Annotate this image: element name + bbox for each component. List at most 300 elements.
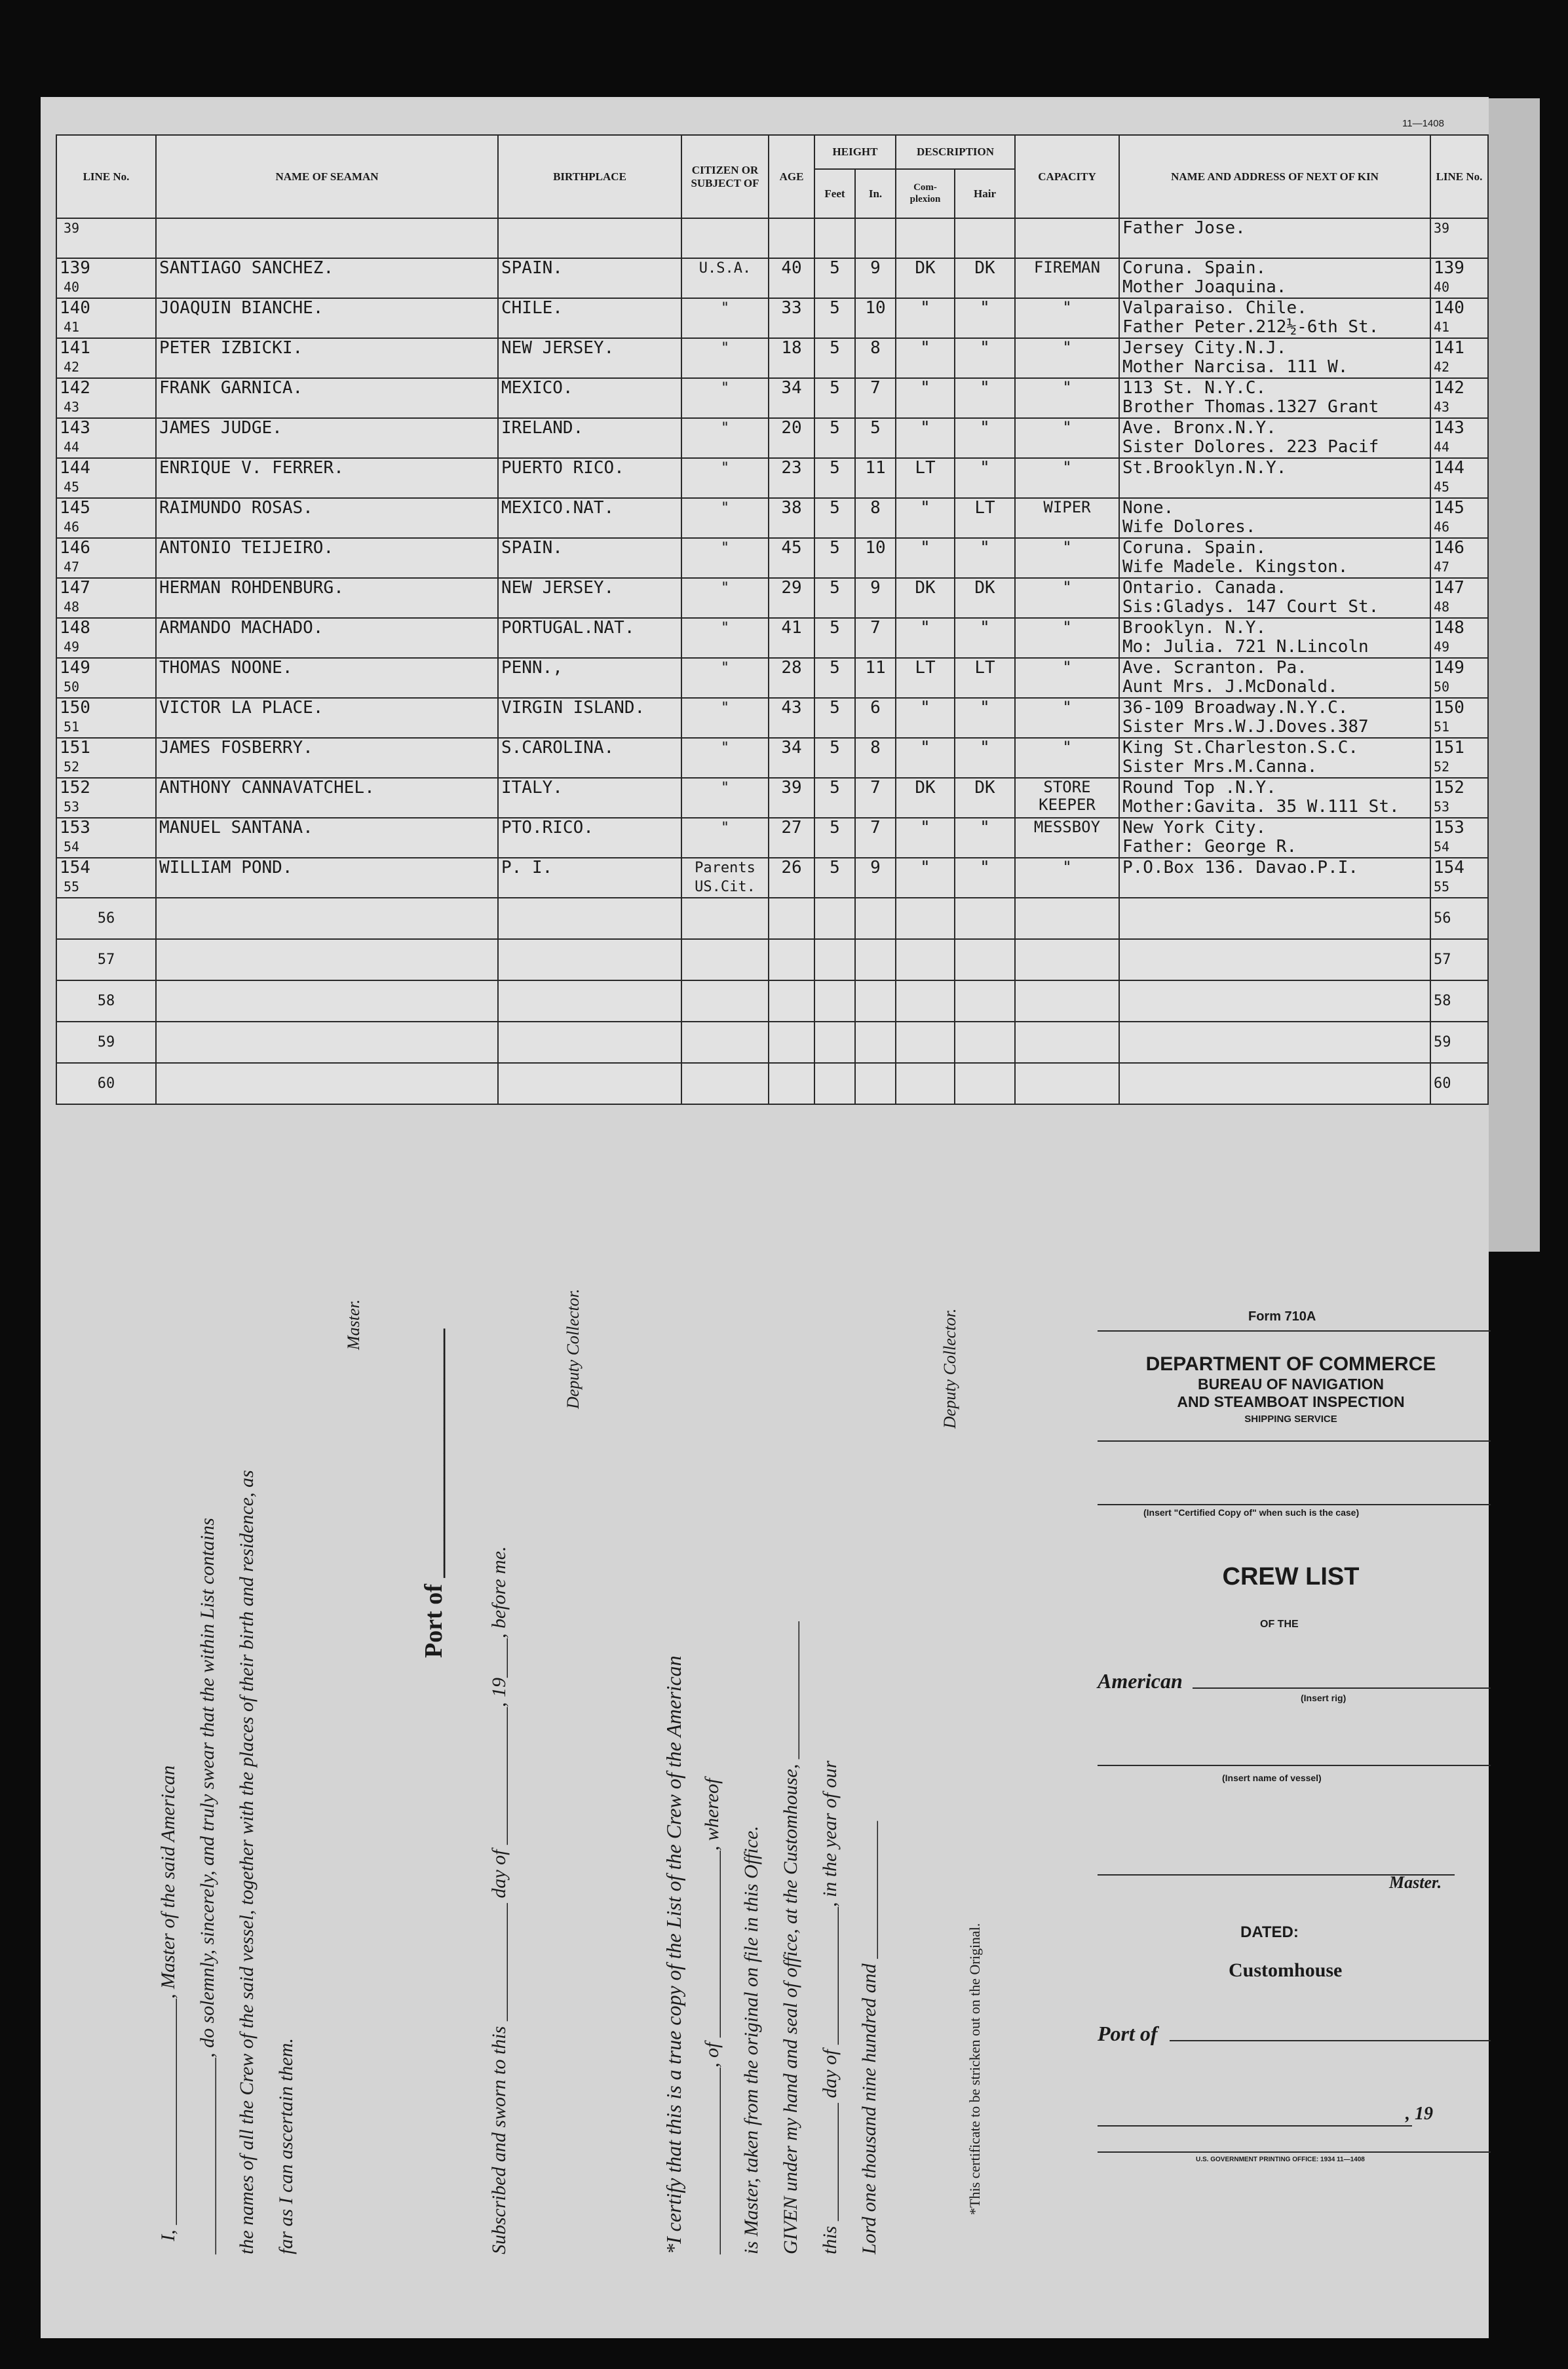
- empty-cell: [955, 1063, 1015, 1104]
- line-number-right: 143 44: [1430, 418, 1488, 458]
- next-of-kin: [1119, 218, 1430, 258]
- line-number-right: 144 45: [1430, 458, 1488, 498]
- oath-line-1: I, _______________________, Master of the said American: [157, 1765, 179, 2241]
- blank-row: [56, 1063, 1488, 1104]
- crew-list-title: CREW LIST: [1222, 1563, 1360, 1590]
- line-number: 57: [56, 939, 156, 980]
- hair: ": [955, 618, 1015, 658]
- height-inches: 9: [855, 258, 896, 298]
- empty-cell: [769, 980, 814, 1022]
- height-feet: 5: [814, 338, 855, 378]
- empty-cell: [498, 980, 681, 1022]
- seaman-name: ANTONIO TEIJEIRO.: [156, 538, 498, 578]
- customhouse-label: Customhouse: [1229, 1959, 1343, 1981]
- height-feet: 5: [814, 418, 855, 458]
- hair: ": [955, 738, 1015, 778]
- height-feet: 5: [814, 778, 855, 818]
- seaman-name: JAMES FOSBERRY.: [156, 738, 498, 778]
- height-inches: 8: [855, 338, 896, 378]
- oath-line-4: far as I can ascertain them.: [275, 2038, 297, 2254]
- seaman-name: PETER IZBICKI.: [156, 338, 498, 378]
- empty-cell: [681, 1063, 769, 1104]
- empty-cell: [156, 1063, 498, 1104]
- kin-line-2: Wife Madele. Kingston.: [1122, 557, 1348, 577]
- citizenship: ": [681, 778, 769, 818]
- complexion: ": [896, 858, 955, 898]
- kin-line-1: Ontario. Canada.: [1122, 578, 1287, 598]
- line-number: 145 46: [56, 498, 156, 538]
- hair: DK: [955, 578, 1015, 618]
- empty-cell: [814, 939, 855, 980]
- header-hair: Hair: [955, 169, 1015, 218]
- capacity: ": [1015, 418, 1119, 458]
- complexion: ": [896, 738, 955, 778]
- kin-line-2: Aunt Mrs. J.McDonald.: [1122, 677, 1338, 697]
- age: 43: [769, 698, 814, 738]
- table-row: [56, 538, 1488, 578]
- height-feet: [814, 218, 855, 258]
- height-inches: 9: [855, 858, 896, 898]
- line-number: 140 41: [56, 298, 156, 338]
- next-of-kin: [1119, 658, 1430, 698]
- capacity: WIPER: [1015, 498, 1119, 538]
- height-feet: 5: [814, 818, 855, 858]
- empty-cell: [498, 1063, 681, 1104]
- line-number-right: 140 41: [1430, 298, 1488, 338]
- empty-cell: [955, 898, 1015, 939]
- printing-office: U.S. GOVERNMENT PRINTING OFFICE: 1934 11—1408: [1196, 2156, 1365, 2163]
- header-age: AGE: [769, 135, 814, 218]
- hair: ": [955, 818, 1015, 858]
- rule: [1098, 1440, 1491, 1442]
- complexion: DK: [896, 578, 955, 618]
- complexion: [896, 218, 955, 258]
- insert-vessel-note: (Insert name of vessel): [1222, 1773, 1322, 1783]
- line-number-right: 153 54: [1430, 818, 1488, 858]
- empty-cell: [498, 1022, 681, 1063]
- kin-line-1: Brooklyn. N.Y.: [1122, 618, 1267, 638]
- height-feet: 5: [814, 858, 855, 898]
- hair: ": [955, 418, 1015, 458]
- table-row: [56, 658, 1488, 698]
- certified-copy-line: [1098, 1504, 1491, 1505]
- kin-line-1: Jersey City.N.J.: [1122, 338, 1287, 358]
- kin-line-1: Valparaiso. Chile.: [1122, 298, 1307, 318]
- header-complexion: Com-plexion: [896, 169, 955, 218]
- table-row: [56, 858, 1488, 898]
- form-stamp: 11—1408: [1402, 118, 1444, 129]
- header-line-no: LINE No.: [56, 135, 156, 218]
- form-number: Form 710A: [1248, 1309, 1316, 1324]
- header-capacity: CAPACITY: [1015, 135, 1119, 218]
- empty-cell: [896, 1022, 955, 1063]
- port-of-label: Port of: [1098, 2022, 1158, 2045]
- next-of-kin: [1119, 418, 1430, 458]
- kin-line-2: Sis:Gladys. 147 Court St.: [1122, 597, 1379, 617]
- complexion: ": [896, 618, 955, 658]
- empty-cell: [681, 1022, 769, 1063]
- table-row: [56, 338, 1488, 378]
- empty-cell: [1015, 1063, 1119, 1104]
- height-feet: 5: [814, 258, 855, 298]
- height-feet: 5: [814, 618, 855, 658]
- citizenship: Parents US.Cit.: [681, 858, 769, 898]
- cert-line-2: ___________________, of ___________________, whereof: [701, 1778, 723, 2254]
- citizenship: ": [681, 498, 769, 538]
- age: 40: [769, 258, 814, 298]
- empty-cell: [896, 1063, 955, 1104]
- height-inches: 9: [855, 578, 896, 618]
- table-row: [56, 778, 1488, 818]
- seaman-name: ANTHONY CANNAVATCHEL.: [156, 778, 498, 818]
- hair: LT: [955, 658, 1015, 698]
- next-of-kin: [1119, 738, 1430, 778]
- next-of-kin: [1119, 578, 1430, 618]
- line-number-right: 39: [1430, 218, 1488, 258]
- kin-line-2: Father Jose.: [1122, 218, 1246, 238]
- citizenship: ": [681, 698, 769, 738]
- height-feet: 5: [814, 458, 855, 498]
- line-number: 58: [56, 980, 156, 1022]
- empty-cell: [769, 898, 814, 939]
- seaman-name: JAMES JUDGE.: [156, 418, 498, 458]
- kin-line-2: Sister Mrs.W.J.Doves.387: [1122, 717, 1369, 737]
- cert-line-5: this ____________ day of ______________, in the year of our: [819, 1760, 841, 2254]
- table-row: [56, 418, 1488, 458]
- capacity: ": [1015, 298, 1119, 338]
- age: 28: [769, 658, 814, 698]
- height-inches: 6: [855, 698, 896, 738]
- empty-cell: [1119, 1022, 1430, 1063]
- birthplace: PTO.RICO.: [498, 818, 681, 858]
- birthplace: SPAIN.: [498, 538, 681, 578]
- header-height: HEIGHT: [814, 135, 896, 169]
- complexion: ": [896, 298, 955, 338]
- birthplace: MEXICO.: [498, 378, 681, 418]
- line-number: 148 49: [56, 618, 156, 658]
- line-number-right: 139 40: [1430, 258, 1488, 298]
- table-row: [56, 218, 1488, 258]
- line-number-right: 148 49: [1430, 618, 1488, 658]
- year-label: , 19: [1405, 2104, 1433, 2124]
- empty-cell: [855, 939, 896, 980]
- capacity: ": [1015, 618, 1119, 658]
- birthplace: PUERTO RICO.: [498, 458, 681, 498]
- empty-cell: [156, 1022, 498, 1063]
- empty-cell: [896, 898, 955, 939]
- line-number-right: 142 43: [1430, 378, 1488, 418]
- capacity: ": [1015, 378, 1119, 418]
- citizenship: ": [681, 618, 769, 658]
- table-row: [56, 698, 1488, 738]
- capacity: ": [1015, 698, 1119, 738]
- height-feet: 5: [814, 378, 855, 418]
- line-number: 147 48: [56, 578, 156, 618]
- next-of-kin: [1119, 298, 1430, 338]
- complexion: ": [896, 818, 955, 858]
- empty-cell: [955, 1022, 1015, 1063]
- hair: ": [955, 858, 1015, 898]
- hair: ": [955, 698, 1015, 738]
- height-feet: 5: [814, 578, 855, 618]
- age: 27: [769, 818, 814, 858]
- next-of-kin: [1119, 258, 1430, 298]
- crew-table: [56, 134, 1489, 1105]
- age: 45: [769, 538, 814, 578]
- height-feet: 5: [814, 698, 855, 738]
- birthplace: MEXICO.NAT.: [498, 498, 681, 538]
- empty-cell: [1119, 939, 1430, 980]
- blank-row: [56, 939, 1488, 980]
- capacity: MESSBOY: [1015, 818, 1119, 858]
- header-citizen: CITIZEN OR SUBJECT OF: [681, 135, 769, 218]
- age: 26: [769, 858, 814, 898]
- complexion: ": [896, 698, 955, 738]
- empty-cell: [769, 939, 814, 980]
- next-of-kin: [1119, 778, 1430, 818]
- height-inches: 8: [855, 738, 896, 778]
- line-number-right: 149 50: [1430, 658, 1488, 698]
- capacity: ": [1015, 338, 1119, 378]
- cert-line-4: GIVEN under my hand and seal of office, at the Customhouse, ______________: [780, 1621, 801, 2254]
- kin-line-2: Mother Narcisa. 111 W.: [1122, 357, 1348, 377]
- citizenship: ": [681, 658, 769, 698]
- birthplace: [498, 218, 681, 258]
- empty-cell: [681, 898, 769, 939]
- kin-line-2: Brother Thomas.1327 Grant: [1122, 397, 1379, 417]
- header-line-no-right: LINE No.: [1430, 135, 1488, 218]
- line-number-right: 141 42: [1430, 338, 1488, 378]
- oath-sworn: Subscribed and sworn to this ____________ day of ______________, 19____, before me.: [488, 1546, 510, 2254]
- next-of-kin: [1119, 458, 1430, 498]
- line-number: 154 55: [56, 858, 156, 898]
- seaman-name: RAIMUNDO ROSAS.: [156, 498, 498, 538]
- oath-port: Port of ____________________: [420, 1328, 448, 1658]
- empty-cell: [814, 1063, 855, 1104]
- empty-cell: [156, 939, 498, 980]
- line-number-right: 147 48: [1430, 578, 1488, 618]
- empty-cell: [769, 1063, 814, 1104]
- line-number-right: 59: [1430, 1022, 1488, 1063]
- empty-cell: [855, 898, 896, 939]
- empty-cell: [156, 980, 498, 1022]
- header-name: NAME OF SEAMAN: [156, 135, 498, 218]
- birthplace: ITALY.: [498, 778, 681, 818]
- line-number: 39: [56, 218, 156, 258]
- capacity: ": [1015, 858, 1119, 898]
- kin-line-2: Mo: Julia. 721 N.Lincoln: [1122, 637, 1369, 657]
- height-inches: 10: [855, 298, 896, 338]
- height-inches: [855, 218, 896, 258]
- next-of-kin: [1119, 698, 1430, 738]
- kin-line-1: 36-109 Broadway.N.Y.C.: [1122, 698, 1348, 718]
- table-row: [56, 578, 1488, 618]
- cert-line-3: is Master, taken from the original on file in this Office.: [740, 1826, 762, 2254]
- kin-line-1: P.O.Box 136. Davao.P.I.: [1122, 858, 1359, 877]
- kin-line-1: 113 St. N.Y.C.: [1122, 378, 1267, 398]
- line-number-right: 60: [1430, 1063, 1488, 1104]
- line-number-right: 146 47: [1430, 538, 1488, 578]
- age: 39: [769, 778, 814, 818]
- kin-line-1: New York City.: [1122, 818, 1267, 838]
- kin-line-1: None.: [1122, 498, 1174, 518]
- seaman-name: ARMANDO MACHADO.: [156, 618, 498, 658]
- empty-cell: [814, 898, 855, 939]
- seaman-name: FRANK GARNICA.: [156, 378, 498, 418]
- header-kin: NAME AND ADDRESS OF NEXT OF KIN: [1119, 135, 1430, 218]
- table-row: [56, 258, 1488, 298]
- header-description: DESCRIPTION: [896, 135, 1015, 169]
- line-number-right: 154 55: [1430, 858, 1488, 898]
- age: 18: [769, 338, 814, 378]
- height-feet: 5: [814, 658, 855, 698]
- hair: ": [955, 338, 1015, 378]
- line-number-right: 151 52: [1430, 738, 1488, 778]
- header-feet: Feet: [814, 169, 855, 218]
- kin-line-2: Father: George R.: [1122, 837, 1297, 857]
- bureau-line-2: AND STEAMBOAT INSPECTION: [1177, 1393, 1405, 1410]
- birthplace: CHILE.: [498, 298, 681, 338]
- capacity: ": [1015, 658, 1119, 698]
- empty-cell: [1119, 1063, 1430, 1104]
- oath-master: Master.: [344, 1299, 363, 1350]
- kin-line-1: St.Brooklyn.N.Y.: [1122, 458, 1287, 478]
- empty-cell: [681, 939, 769, 980]
- citizenship: ": [681, 458, 769, 498]
- rule: [1098, 1330, 1491, 1332]
- height-feet: 5: [814, 538, 855, 578]
- capacity: ": [1015, 458, 1119, 498]
- height-feet: 5: [814, 298, 855, 338]
- blank-row: [56, 1022, 1488, 1063]
- bureau-line-1: BUREAU OF NAVIGATION: [1197, 1376, 1385, 1393]
- blank-row: [56, 898, 1488, 939]
- vessel-line: [1098, 1765, 1491, 1766]
- kin-line-2: Mother Joaquina.: [1122, 277, 1287, 297]
- rule: [1098, 2151, 1491, 2153]
- kin-line-2: Sister Mrs.M.Canna.: [1122, 757, 1318, 777]
- height-feet: 5: [814, 738, 855, 778]
- empty-cell: [156, 898, 498, 939]
- empty-cell: [955, 980, 1015, 1022]
- line-number: 150 51: [56, 698, 156, 738]
- seaman-name: [156, 218, 498, 258]
- capacity: ": [1015, 578, 1119, 618]
- shipping-service: SHIPPING SERVICE: [1244, 1414, 1337, 1425]
- empty-cell: [1119, 898, 1430, 939]
- birthplace: VIRGIN ISLAND.: [498, 698, 681, 738]
- line-number-right: 150 51: [1430, 698, 1488, 738]
- hair: [955, 218, 1015, 258]
- seaman-name: VICTOR LA PLACE.: [156, 698, 498, 738]
- next-of-kin: [1119, 618, 1430, 658]
- next-of-kin: [1119, 858, 1430, 898]
- age: 38: [769, 498, 814, 538]
- height-inches: 7: [855, 778, 896, 818]
- complexion: ": [896, 538, 955, 578]
- insert-rig-note: (Insert rig): [1301, 1693, 1347, 1703]
- line-number: 152 53: [56, 778, 156, 818]
- line-number-right: 57: [1430, 939, 1488, 980]
- complexion: LT: [896, 658, 955, 698]
- kin-line-2: Mother:Gavita. 35 W.111 St.: [1122, 797, 1400, 817]
- hair: DK: [955, 778, 1015, 818]
- hair: ": [955, 378, 1015, 418]
- american-label: American: [1098, 1669, 1183, 1693]
- empty-cell: [769, 1022, 814, 1063]
- age: 29: [769, 578, 814, 618]
- oath-deputy: Deputy Collector.: [564, 1288, 583, 1409]
- age: 33: [769, 298, 814, 338]
- kin-line-1: Round Top .N.Y.: [1122, 778, 1276, 798]
- line-number: 142 43: [56, 378, 156, 418]
- date-line: [1098, 2125, 1412, 2127]
- citizenship: ": [681, 418, 769, 458]
- height-feet: 5: [814, 498, 855, 538]
- table-row: [56, 378, 1488, 418]
- insert-cert-note: (Insert "Certified Copy of" when such is the case): [1143, 1507, 1360, 1518]
- height-inches: 7: [855, 618, 896, 658]
- empty-cell: [814, 980, 855, 1022]
- cert-line-1: *I certify that this is a true copy of the List of the Crew of the American: [662, 1655, 685, 2254]
- master-label: Master.: [1389, 1873, 1442, 1892]
- empty-cell: [1015, 980, 1119, 1022]
- empty-cell: [896, 980, 955, 1022]
- empty-cell: [681, 980, 769, 1022]
- height-inches: 11: [855, 658, 896, 698]
- table-row: [56, 618, 1488, 658]
- rig-line: [1193, 1687, 1491, 1689]
- capacity: FIREMAN: [1015, 258, 1119, 298]
- capacity: [1015, 218, 1119, 258]
- empty-cell: [855, 1063, 896, 1104]
- kin-line-2: Father Peter.212½-6th St.: [1122, 317, 1379, 337]
- department-block: [1094, 1353, 1487, 1425]
- empty-cell: [1015, 898, 1119, 939]
- complexion: ": [896, 338, 955, 378]
- age: 34: [769, 378, 814, 418]
- citizenship: ": [681, 298, 769, 338]
- birthplace: SPAIN.: [498, 258, 681, 298]
- birthplace: S.CAROLINA.: [498, 738, 681, 778]
- height-inches: 11: [855, 458, 896, 498]
- complexion: DK: [896, 778, 955, 818]
- citizenship: ": [681, 818, 769, 858]
- citizenship: ": [681, 538, 769, 578]
- cert-line-6: Lord one thousand nine hundred and ______________: [858, 1820, 880, 2254]
- seaman-name: SANTIAGO SANCHEZ.: [156, 258, 498, 298]
- birthplace: PORTUGAL.NAT.: [498, 618, 681, 658]
- kin-line-1: Ave. Scranton. Pa.: [1122, 658, 1307, 678]
- line-number: 144 45: [56, 458, 156, 498]
- age: 41: [769, 618, 814, 658]
- next-of-kin: [1119, 818, 1430, 858]
- line-number: 56: [56, 898, 156, 939]
- dated-label: DATED:: [1240, 1923, 1299, 1941]
- seaman-name: THOMAS NOONE.: [156, 658, 498, 698]
- line-number: 146 47: [56, 538, 156, 578]
- oath-line-2: ____________________, do solemnly, sincerely, and truly swear that the within List contains: [197, 1518, 218, 2254]
- kin-line-1: Ave. Bronx.N.Y.: [1122, 418, 1276, 438]
- table-row: [56, 818, 1488, 858]
- line-number: 60: [56, 1063, 156, 1104]
- birthplace: IRELAND.: [498, 418, 681, 458]
- capacity: ": [1015, 538, 1119, 578]
- hair: DK: [955, 258, 1015, 298]
- blank-row: [56, 980, 1488, 1022]
- citizenship: [681, 218, 769, 258]
- next-of-kin: [1119, 498, 1430, 538]
